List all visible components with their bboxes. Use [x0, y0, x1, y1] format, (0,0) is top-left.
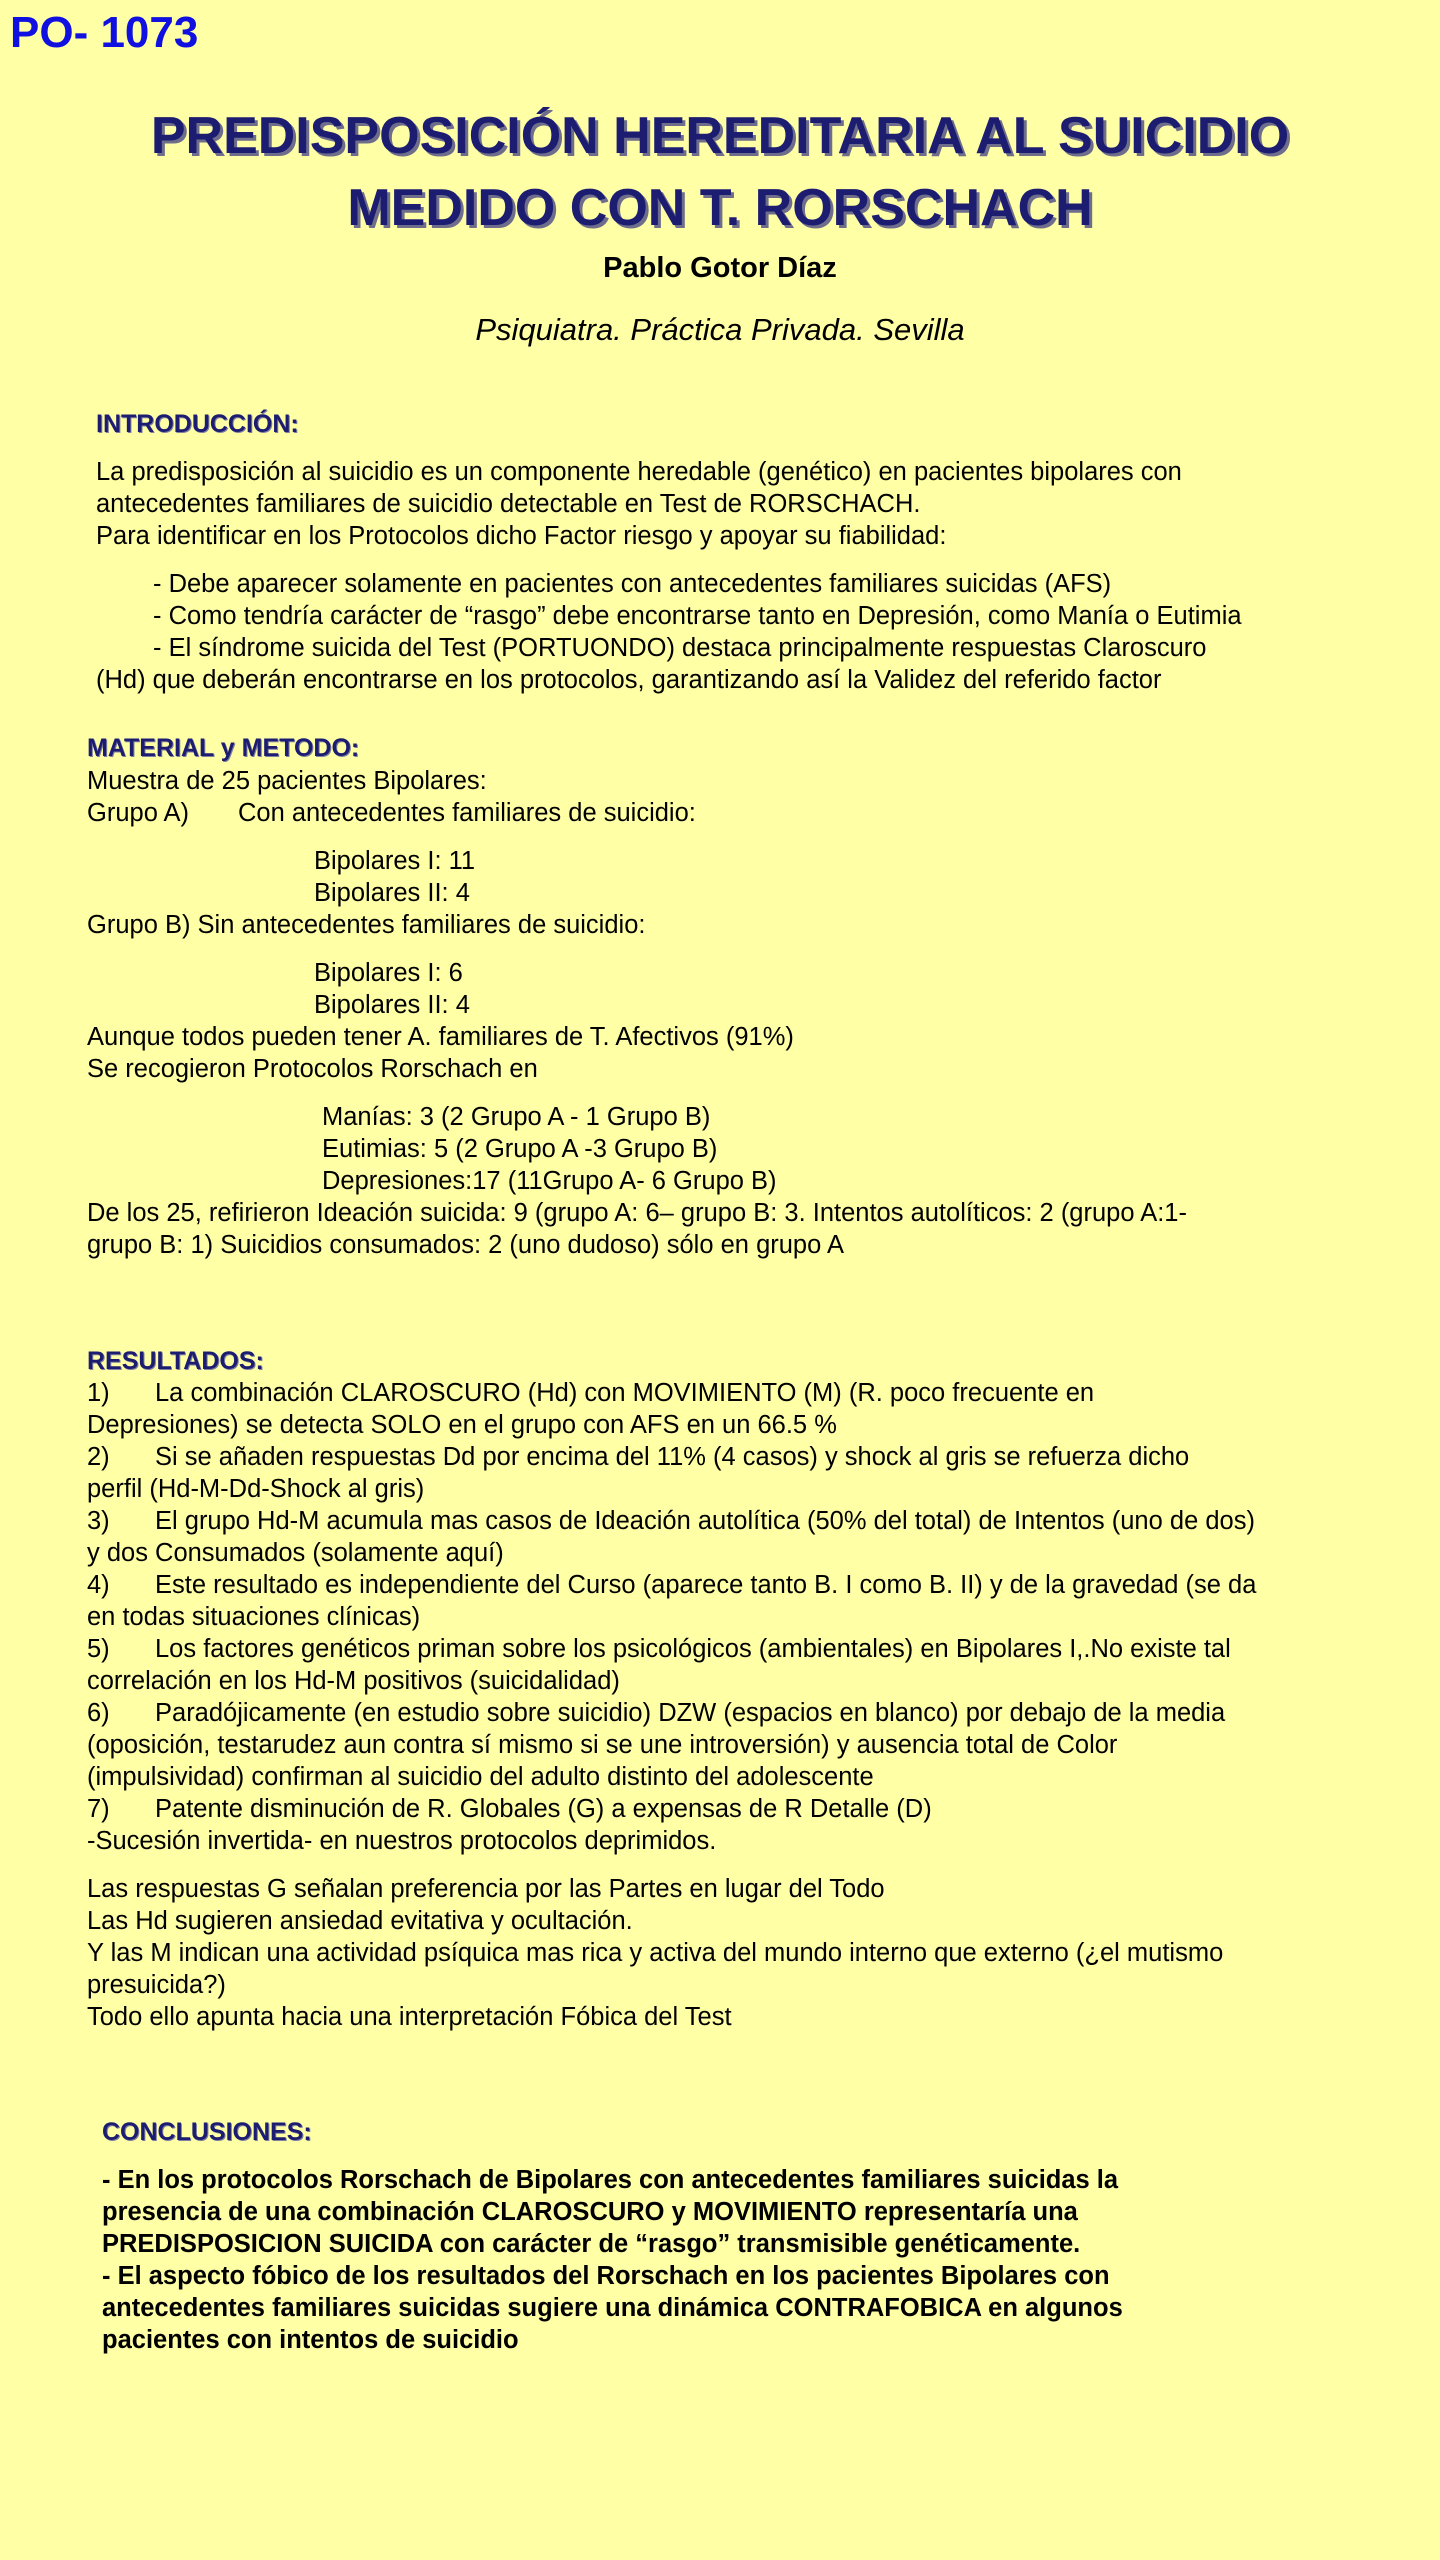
title-line: PREDISPOSICIÓN HEREDITARIA AL SUICIDIO — [150, 107, 1290, 165]
author-name: Pablo Gotor Díaz — [603, 252, 837, 284]
text-line: Aunque todos pueden tener A. familiares de T. Afectivos (91%) — [87, 1023, 794, 1051]
list-item: Bipolares I: 6 — [314, 959, 463, 987]
item-number: 5) — [87, 1635, 110, 1663]
item-number: 4) — [87, 1571, 110, 1599]
result-item — [87, 1441, 1256, 1505]
text-line: Depresiones) se detecta SOLO en el grupo con AFS en un 66.5 % — [87, 1411, 837, 1439]
text-line: presuicida?) — [87, 1971, 226, 1999]
text-line: pacientes con intentos de suicidio — [102, 2326, 519, 2354]
text-line: Paradójicamente (en estudio sobre suicidio) DZW (espacios en blanco) por debajo de la media — [155, 1699, 1226, 1727]
resultados-closing — [87, 1873, 1223, 2033]
text-line: - El aspecto fóbico de los resultados del Rorschach en los pacientes Bipolares con — [102, 2262, 1110, 2290]
bullet-point: - El síndrome suicida del Test (PORTUONDO) destaca principalmente respuestas Claroscuro — [153, 634, 1207, 662]
text-line: Y las M indican una actividad psíquica mas rica y activa del mundo interno que externo (¿el mutismo — [87, 1939, 1224, 1967]
resultados-list — [87, 1377, 1256, 1857]
introduccion-text — [96, 456, 1182, 552]
text-line: correlación en los Hd-M positivos (suicidalidad) — [87, 1667, 620, 1695]
text-line: La predisposición al suicidio es un componente heredable (genético) en pacientes bipolares con — [96, 458, 1182, 486]
text-line: Las Hd sugieren ansiedad evitativa y ocultación. — [87, 1907, 633, 1935]
conclusiones-heading: CONCLUSIONES: — [102, 2118, 312, 2146]
result-item — [87, 1377, 1256, 1441]
text-line: Patente disminución de R. Globales (G) a expensas de R Detalle (D) — [155, 1795, 932, 1823]
item-number: 7) — [87, 1795, 110, 1823]
group-a-label — [87, 797, 189, 829]
material-end-text — [87, 1197, 1187, 1261]
text-line: grupo B: 1) Suicidios consumados: 2 (uno dudoso) sólo en grupo A — [87, 1231, 844, 1259]
text-line: antecedentes familiares suicidas sugiere una dinámica CONTRAFOBICA en algunos — [102, 2294, 1123, 2322]
result-item — [87, 1697, 1256, 1793]
text-line: perfil (Hd-M-Dd-Shock al gris) — [87, 1475, 425, 1503]
text-line: (Hd) que deberán encontrarse en los protocolos, garantizando así la Validez del referido factor — [96, 666, 1162, 694]
text-line: Para identificar en los Protocolos dicho Factor riesgo y apoyar su fiabilidad: — [96, 522, 947, 550]
text-line: Grupo B) Sin antecedentes familiares de suicidio: — [87, 911, 646, 939]
text-line: Todo ello apunta hacia una interpretación Fóbica del Test — [87, 2003, 732, 2031]
group-b-items — [314, 957, 470, 1021]
list-item: Manías: 3 (2 Grupo A - 1 Grupo B) — [322, 1103, 711, 1131]
result-item — [87, 1633, 1256, 1697]
text-line: Se recogieron Protocolos Rorschach en — [87, 1055, 538, 1083]
text-line: La combinación CLAROSCURO (Hd) con MOVIMIENTO (M) (R. poco frecuente en — [155, 1379, 1095, 1407]
list-item: Eutimias: 5 (2 Grupo A -3 Grupo B) — [322, 1135, 718, 1163]
text-line: - En los protocolos Rorschach de Bipolares con antecedentes familiares suicidas la — [102, 2166, 1119, 2194]
text-line: Con antecedentes familiares de suicidio: — [238, 799, 696, 827]
introduccion-last-line — [96, 664, 1161, 696]
bullet-point: - Como tendría carácter de “rasgo” debe encontrarse tanto en Depresión, como Manía o Eutimia — [153, 602, 1242, 630]
text-line: Si se añaden respuestas Dd por encima del 11% (4 casos) y shock al gris se refuerza dicho — [155, 1443, 1190, 1471]
text-line: antecedentes familiares de suicidio detectable en Test de RORSCHACH. — [96, 490, 921, 518]
text-line: Este resultado es independiente del Curso (aparece tanto B. I como B. II) y de la gravedad (se da — [155, 1571, 1257, 1599]
material-heading: MATERIAL y METODO: — [87, 734, 360, 762]
material-sample — [87, 765, 487, 797]
list-item: Bipolares I: 11 — [314, 847, 476, 875]
introduccion-points — [153, 568, 1242, 664]
text-line: PREDISPOSICION SUICIDA con carácter de “rasgo” transmisible genéticamente. — [102, 2230, 1081, 2258]
result-item — [87, 1505, 1256, 1569]
item-number: 2) — [87, 1443, 110, 1471]
author-affiliation: Psiquiatra. Práctica Privada. Sevilla — [475, 312, 965, 347]
introduccion-heading: INTRODUCCIÓN: — [96, 410, 299, 438]
text-line: (impulsividad) confirman al suicidio del adulto distinto del adolescente — [87, 1763, 874, 1791]
material-mid-text — [87, 1021, 794, 1085]
text-line: y dos Consumados (solamente aquí) — [87, 1539, 504, 1567]
text-line: -Sucesión invertida- en nuestros protocolos deprimidos. — [87, 1827, 717, 1855]
text-line: Las respuestas G señalan preferencia por las Partes en lugar del Todo — [87, 1875, 885, 1903]
poster-id: PO- 1073 — [10, 8, 199, 57]
group-a-items — [314, 845, 475, 909]
item-number: 3) — [87, 1507, 110, 1535]
item-number: 6) — [87, 1699, 110, 1727]
group-b-label — [87, 909, 645, 941]
resultados-heading: RESULTADOS: — [87, 1347, 264, 1375]
text-line: (oposición, testarudez aun contra sí mismo si se une introversión) y ausencia total de Color — [87, 1731, 1118, 1759]
text-line: Grupo A) — [87, 799, 190, 827]
group-a-text — [238, 797, 696, 829]
text-line: El grupo Hd-M acumula mas casos de Ideación autolítica (50% del total) de Intentos (uno de dos) — [155, 1507, 1255, 1535]
poster-title — [0, 100, 1440, 244]
list-item: Depresiones:17 (11Grupo A- 6 Grupo B) — [322, 1167, 777, 1195]
result-item — [87, 1793, 1256, 1857]
title-line: MEDIDO CON T. RORSCHACH — [347, 179, 1093, 237]
text-line: De los 25, refirieron Ideación suicida: 9 (grupo A: 6– grupo B: 3. Intentos autolíticos: 2 (grupo A:1- — [87, 1199, 1187, 1227]
list-item: Bipolares II: 4 — [314, 991, 470, 1019]
conclusiones-text — [102, 2164, 1123, 2356]
text-line: presencia de una combinación CLAROSCURO y MOVIMIENTO representaría una — [102, 2198, 1078, 2226]
text-line: Muestra de 25 pacientes Bipolares: — [87, 767, 487, 795]
bullet-point: - Debe aparecer solamente en pacientes con antecedentes familiares suicidas (AFS) — [153, 570, 1112, 598]
text-line: en todas situaciones clínicas) — [87, 1603, 421, 1631]
text-line: Los factores genéticos priman sobre los psicológicos (ambientales) en Bipolares I,.No existe tal — [155, 1635, 1231, 1663]
list-item: Bipolares II: 4 — [314, 879, 470, 907]
result-item — [87, 1569, 1256, 1633]
item-number: 1) — [87, 1379, 110, 1407]
protocol-items — [322, 1101, 777, 1197]
